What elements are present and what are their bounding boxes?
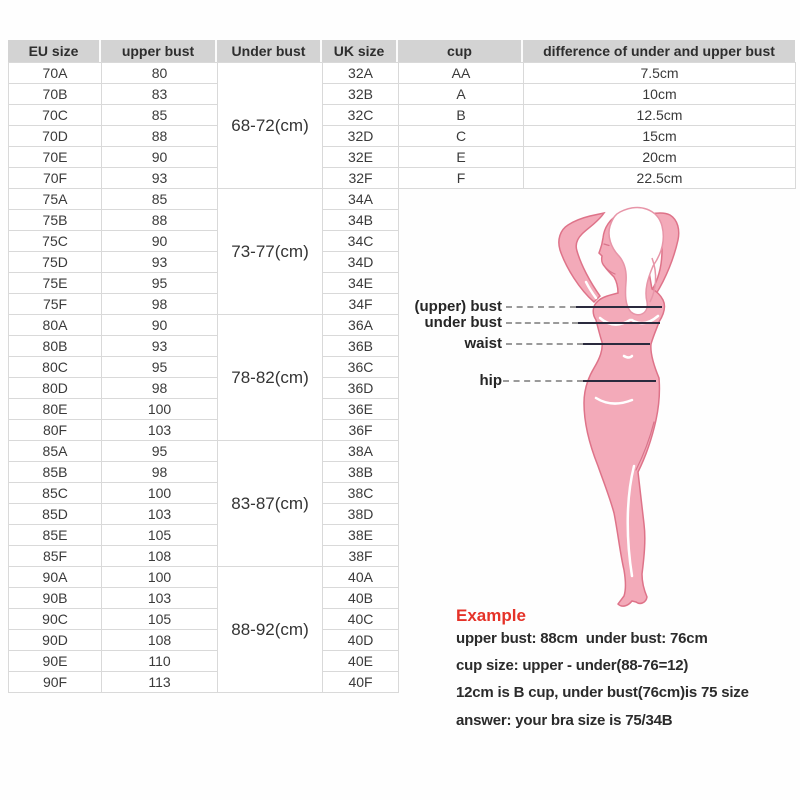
table-row [9,336,399,357]
uk-size-cell: 36B [323,336,399,357]
uk-size-cell: 38E [323,525,399,546]
uk-size-cell: 34E [323,273,399,294]
header-upper-bust: upper bust [101,40,217,62]
header-cup: cup [398,40,523,62]
eu-size-cell: 85F [9,546,102,567]
eu-size-cell: 70C [9,105,102,126]
table-row [9,378,399,399]
table-row [9,315,399,336]
upper-bust-cell: 90 [102,315,218,336]
table-row [9,168,399,189]
label-under-bust: under bust [424,314,502,331]
upper-bust-cell: 108 [102,546,218,567]
measure-line-hip [583,380,656,382]
table-row [9,126,399,147]
uk-size-cell: 32B [323,84,399,105]
eu-size-cell: 90C [9,609,102,630]
upper-bust-cell: 90 [102,147,218,168]
difference-cell: 7.5cm [524,63,796,84]
uk-size-cell: 34B [323,210,399,231]
upper-bust-cell: 98 [102,462,218,483]
under-bust-range-cell: 83-87(cm) [218,441,323,567]
uk-size-cell: 40F [323,672,399,693]
upper-bust-cell: 100 [102,483,218,504]
cup-cell: E [399,147,524,168]
table-row [399,147,796,168]
table-row [9,63,399,84]
example-line-4: answer: your bra size is 75/34B [456,712,673,729]
cup-cell: F [399,168,524,189]
table-row [9,546,399,567]
uk-size-cell: 34C [323,231,399,252]
upper-bust-cell: 108 [102,630,218,651]
size-table [8,62,399,693]
table-row [399,84,796,105]
upper-bust-cell: 103 [102,504,218,525]
table-row [399,126,796,147]
uk-size-cell: 32D [323,126,399,147]
uk-size-cell: 36E [323,399,399,420]
table-row [399,63,796,84]
upper-bust-cell: 90 [102,231,218,252]
uk-size-cell: 36C [323,357,399,378]
table-row [9,210,399,231]
table-row [9,483,399,504]
eu-size-cell: 70E [9,147,102,168]
table-row [9,399,399,420]
upper-bust-cell: 85 [102,189,218,210]
difference-cell: 10cm [524,84,796,105]
table-row [9,273,399,294]
uk-size-cell: 40B [323,588,399,609]
table-row [9,504,399,525]
label-hip: hip [479,372,502,389]
table-row [9,105,399,126]
eu-size-cell: 75D [9,252,102,273]
upper-bust-cell: 105 [102,525,218,546]
eu-size-cell: 85A [9,441,102,462]
table-row [9,252,399,273]
eu-size-cell: 75C [9,231,102,252]
uk-size-cell: 38F [323,546,399,567]
upper-bust-cell: 83 [102,84,218,105]
table-row [9,525,399,546]
eu-size-cell: 85C [9,483,102,504]
example-title: Example [456,606,526,625]
cup-cell: B [399,105,524,126]
table-row [9,630,399,651]
label-upper-bust: (upper) bust [414,298,502,315]
table-row [9,609,399,630]
uk-size-cell: 36A [323,315,399,336]
measure-line-upper-bust [576,306,662,308]
uk-size-cell: 32F [323,168,399,189]
upper-bust-cell: 80 [102,63,218,84]
upper-bust-cell: 100 [102,399,218,420]
uk-size-cell: 38C [323,483,399,504]
eu-size-cell: 90B [9,588,102,609]
eu-size-cell: 75F [9,294,102,315]
table-row [9,441,399,462]
woman-figure-illustration [540,198,800,643]
table-row [9,231,399,252]
uk-size-cell: 38A [323,441,399,462]
eu-size-cell: 85E [9,525,102,546]
table-row [9,189,399,210]
upper-bust-cell: 93 [102,336,218,357]
header-eu-size: EU size [8,40,101,62]
eu-size-cell: 75E [9,273,102,294]
eu-size-cell: 85B [9,462,102,483]
difference-cell: 20cm [524,147,796,168]
uk-size-cell: 40E [323,651,399,672]
uk-size-cell: 34A [323,189,399,210]
cup-cell: AA [399,63,524,84]
upper-bust-cell: 98 [102,294,218,315]
uk-size-cell: 34F [323,294,399,315]
uk-size-cell: 32E [323,147,399,168]
table-row [399,105,796,126]
table-row [9,588,399,609]
eu-size-cell: 70B [9,84,102,105]
eu-size-cell: 70F [9,168,102,189]
cup-table [398,62,796,189]
eu-size-cell: 80D [9,378,102,399]
under-bust-range-cell: 68-72(cm) [218,63,323,189]
eu-size-cell: 70D [9,126,102,147]
uk-size-cell: 32A [323,63,399,84]
uk-size-cell: 40A [323,567,399,588]
under-bust-range-cell: 78-82(cm) [218,315,323,441]
uk-size-cell: 38B [323,462,399,483]
upper-bust-cell: 110 [102,651,218,672]
header-difference: difference of under and upper bust [523,40,795,62]
table-row [9,567,399,588]
eu-size-cell: 80F [9,420,102,441]
eu-size-cell: 80A [9,315,102,336]
uk-size-cell: 38D [323,504,399,525]
label-waist: waist [464,335,502,352]
upper-bust-cell: 85 [102,105,218,126]
header-uk-size: UK size [322,40,398,62]
table-row [9,84,399,105]
difference-cell: 15cm [524,126,796,147]
eu-size-cell: 75A [9,189,102,210]
uk-size-cell: 36D [323,378,399,399]
upper-bust-cell: 88 [102,126,218,147]
uk-size-cell: 40C [323,609,399,630]
upper-bust-cell: 103 [102,588,218,609]
header-under-bust: Under bust [217,40,322,62]
example-line-3: 12cm is B cup, under bust(76cm)is 75 size [456,684,749,701]
difference-cell: 22.5cm [524,168,796,189]
eu-size-cell: 90D [9,630,102,651]
table-row [9,357,399,378]
eu-size-cell: 90A [9,567,102,588]
under-bust-range-cell: 73-77(cm) [218,189,323,315]
uk-size-cell: 36F [323,420,399,441]
example-line-1: upper bust: 88cm under bust: 76cm [456,630,708,647]
eu-size-cell: 70A [9,63,102,84]
table-row [9,651,399,672]
eu-size-cell: 85D [9,504,102,525]
upper-bust-cell: 95 [102,357,218,378]
eu-size-cell: 90E [9,651,102,672]
under-bust-range-cell: 88-92(cm) [218,567,323,693]
uk-size-cell: 40D [323,630,399,651]
eu-size-cell: 80E [9,399,102,420]
body-silhouette [584,214,664,606]
upper-bust-cell: 100 [102,567,218,588]
table-row [9,462,399,483]
measure-line-waist [583,343,650,345]
upper-bust-cell: 93 [102,252,218,273]
example-line-2: cup size: upper - under(88-76=12) [456,657,689,674]
table-row [9,294,399,315]
upper-bust-cell: 113 [102,672,218,693]
table-header-row [8,40,795,62]
cup-cell: C [399,126,524,147]
table-row [9,147,399,168]
difference-cell: 12.5cm [524,105,796,126]
measure-line-under-bust [578,322,660,324]
upper-bust-cell: 105 [102,609,218,630]
uk-size-cell: 34D [323,252,399,273]
eu-size-cell: 80B [9,336,102,357]
left-arm [559,213,604,302]
eu-size-cell: 80C [9,357,102,378]
upper-bust-cell: 95 [102,273,218,294]
table-row [399,168,796,189]
eu-size-cell: 75B [9,210,102,231]
upper-bust-cell: 98 [102,378,218,399]
upper-bust-cell: 95 [102,441,218,462]
eu-size-cell: 90F [9,672,102,693]
uk-size-cell: 32C [323,105,399,126]
table-row [9,420,399,441]
upper-bust-cell: 103 [102,420,218,441]
upper-bust-cell: 93 [102,168,218,189]
table-row [9,672,399,693]
cup-cell: A [399,84,524,105]
upper-bust-cell: 88 [102,210,218,231]
